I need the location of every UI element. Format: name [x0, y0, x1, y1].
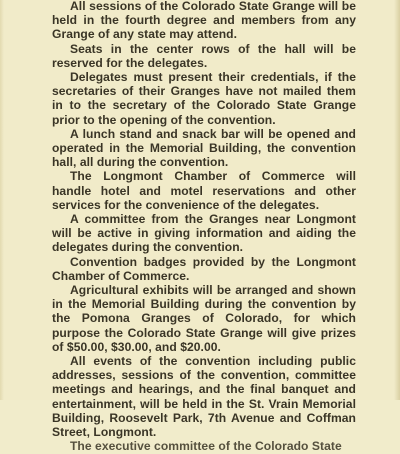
paragraph-committee: A committee from the Granges near Longmont will be active in giving information and aiding the delegates during the convention.	[52, 212, 356, 255]
paragraph-events: All events of the convention including public addresses, sessions of the convention, committee meetings and hearings, and the final banquet and entertainment, will be held in the St. Vrain Memorial Building, Roosevelt Park, 7th Avenue and Coffman Street, Longmont.	[52, 354, 356, 440]
paragraph-agricultural-exhibits: Agricultural exhibits will be arranged and shown in the Memorial Building during the convention by the Pomona Granges of Colorado, for which purpose the Colorado State Grange will give prizes of $50.00, $30.00, and $20.00.	[52, 283, 356, 354]
paragraph-lunch-stand: A lunch stand and snack bar will be opened and operated in the Memorial Building, the convention hall, all during the convention.	[52, 126, 356, 170]
paragraph-seats: Seats in the center rows of the hall will be reserved for the delegates.	[52, 41, 356, 70]
paragraph-executive-committee: The executive committee of the Colorado State	[70, 439, 342, 454]
text-column	[52, 0, 356, 454]
paragraph-credentials: Delegates must present their credentials, if the secretaries of their Granges have not mailed them in to the secretary of the Colorado State Grange prior to the opening of the convention.	[52, 70, 356, 127]
paragraph-badges: Convention badges provided by the Longmont Chamber of Commerce.	[52, 254, 356, 283]
paragraph-sessions: All sessions of the Colorado State Grange will be held in the fourth degree and members from any Grange of any state may attend.	[52, 0, 356, 42]
paragraph-chamber-of-commerce: The Longmont Chamber of Commerce will handle hotel and motel reservations and other services for the convenience of the delegates.	[52, 169, 356, 212]
